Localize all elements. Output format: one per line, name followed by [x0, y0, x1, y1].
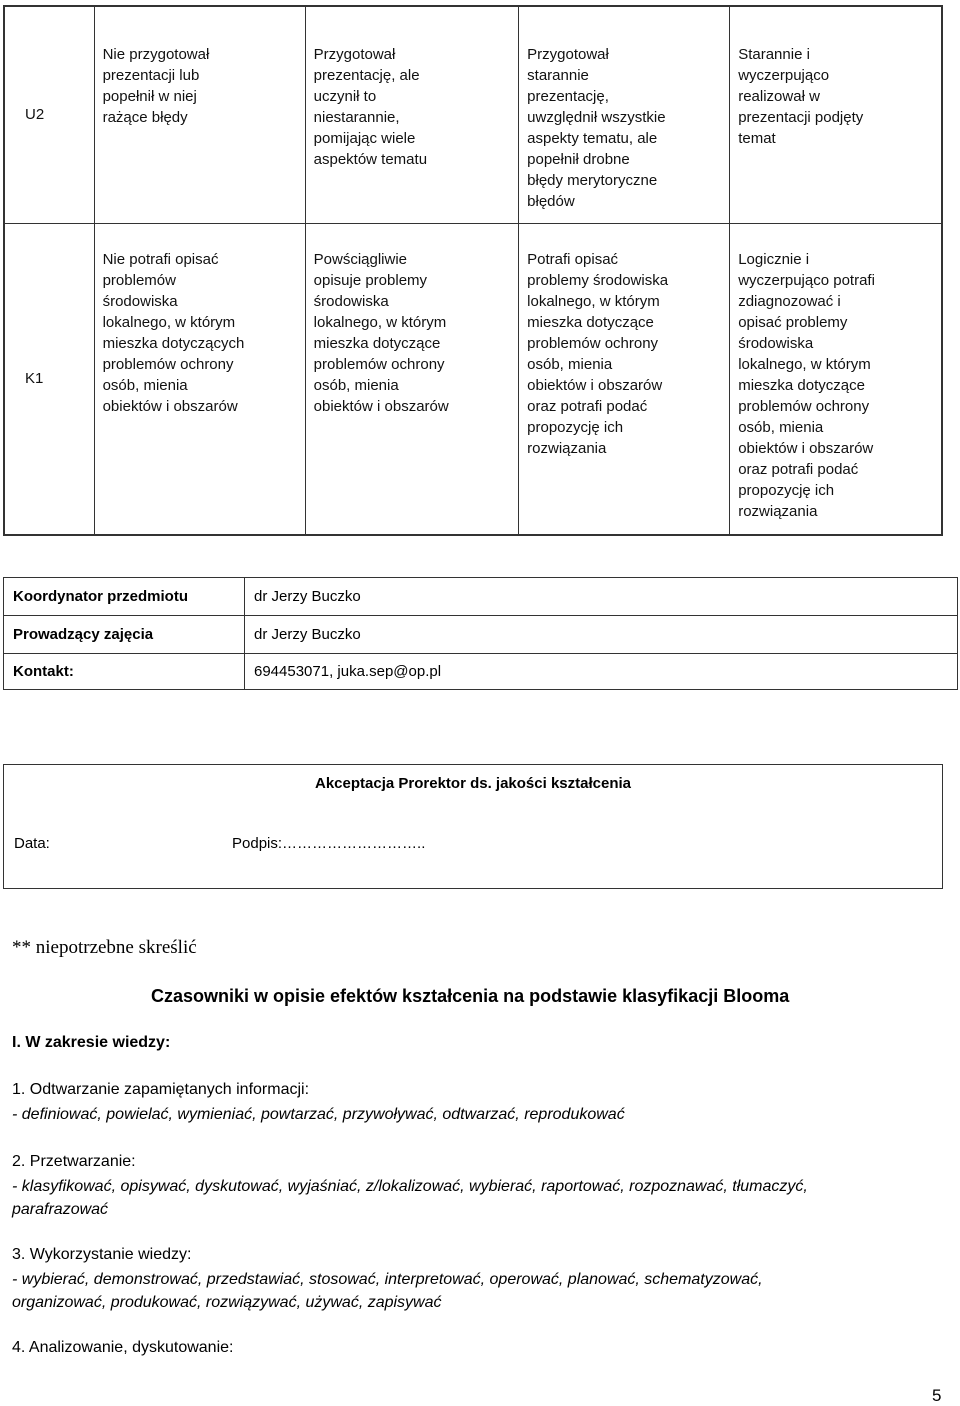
- contacts-table: [3, 577, 958, 690]
- acceptance-title: Akceptacja Prorektor ds. jakości kształcenia: [315, 775, 631, 792]
- rubric-table: [3, 5, 943, 536]
- rubric-line: wyczerpująco: [738, 67, 830, 84]
- rubric-line: obiektów i obszarów: [102, 397, 238, 415]
- rubric-line: prezentację,: [527, 88, 609, 105]
- contact-label: Kontakt:: [4, 654, 245, 690]
- rubric-line: realizował w: [738, 88, 820, 105]
- item-verbs-line: - wybierać, demonstrować, przedstawiać, stosować, interpretować, operować, planować, schematyzować,: [12, 1271, 763, 1288]
- rubric-line: Przygotował: [527, 46, 609, 63]
- rubric-line: rozwiązania: [738, 502, 818, 520]
- rubric-line: osób, mienia: [527, 355, 613, 373]
- item-verbs: [12, 1175, 912, 1221]
- rubric-line: prezentację, ale: [313, 67, 420, 84]
- rubric-line: środowiska: [738, 334, 814, 352]
- acceptance-date-label: Data:: [14, 835, 50, 852]
- rubric-line: aspekty tematu, ale: [527, 130, 658, 147]
- acceptance-box: [3, 764, 943, 889]
- rubric-line: problemów ochrony: [313, 355, 445, 373]
- item-verbs-line: - definiować, powielać, wymieniać, powtarzać, przywoływać, odtwarzać, reprodukować: [12, 1106, 625, 1123]
- rubric-cell: [519, 6, 730, 223]
- rubric-line: problemów ochrony: [527, 334, 659, 352]
- item-heading: 2. Przetwarzanie:: [12, 1153, 136, 1170]
- rubric-line: Logicznie i: [738, 250, 810, 268]
- rubric-cell: [730, 6, 942, 223]
- rubric-line: Przygotował: [313, 46, 396, 63]
- rubric-line: rażące błędy: [102, 109, 188, 126]
- rubric-line: wyczerpująco potrafi: [738, 271, 875, 289]
- rubric-line: obiektów i obszarów: [738, 439, 874, 457]
- verbs-title: Czasowniki w opisie efektów kształcenia na podstawie klasyfikacji Blooma: [151, 986, 790, 1006]
- rubric-cell: [519, 223, 730, 535]
- item-verbs-line: organizować, produkować, rozwiązywać, używać, zapisywać: [12, 1294, 442, 1311]
- contact-row: [4, 654, 958, 690]
- rubric-line: opisuje problemy: [313, 271, 428, 289]
- rubric-line: Nie przygotował: [102, 46, 210, 63]
- item-heading: 4. Analizowanie, dyskutowanie:: [12, 1339, 234, 1356]
- rubric-line: Starannie i: [738, 46, 810, 63]
- rubric-line: Nie potrafi opisać: [102, 250, 219, 268]
- rubric-cell: [305, 6, 519, 223]
- rubric-line: osób, mienia: [313, 376, 399, 394]
- section-heading: I. W zakresie wiedzy:: [12, 1034, 171, 1051]
- rubric-cell: [94, 6, 305, 223]
- rubric-line: uczynił to: [313, 88, 377, 105]
- rubric-line: oraz potrafi podać: [738, 460, 859, 478]
- coordinator-row: [4, 578, 958, 616]
- rubric-line: oraz potrafi podać: [527, 397, 648, 415]
- rubric-line: mieszka dotyczące: [738, 376, 865, 394]
- rubric-line: błędów: [527, 193, 575, 210]
- coordinator-label: Koordynator przedmiotu: [4, 578, 245, 616]
- rubric-line: osób, mienia: [738, 418, 824, 436]
- rubric-line: lokalnego, w którym: [102, 313, 236, 331]
- rubric-line: propozycję ich: [527, 418, 624, 436]
- rubric-line: prezentacji podjęty: [738, 109, 864, 126]
- rubric-line: mieszka dotyczące: [313, 334, 441, 352]
- rubric-line: aspektów tematu: [313, 151, 428, 168]
- rubric-code: U2: [4, 6, 94, 223]
- rubric-line: osób, mienia: [102, 376, 188, 394]
- item-heading: 1. Odtwarzanie zapamiętanych informacji:: [12, 1081, 310, 1098]
- rubric-cell: [94, 223, 305, 535]
- rubric-cell: [305, 223, 519, 535]
- rubric-line: mieszka dotyczących: [102, 334, 245, 352]
- rubric-line: środowiska: [313, 292, 389, 310]
- rubric-line: opisać problemy: [738, 313, 848, 331]
- coordinator-value: dr Jerzy Buczko: [245, 578, 958, 616]
- rubric-line: obiektów i obszarów: [313, 397, 449, 415]
- rubric-line: problemów ochrony: [738, 397, 870, 415]
- lecturer-label: Prowadzący zajęcia: [4, 616, 245, 654]
- rubric-line: lokalnego, w którym: [738, 355, 871, 373]
- rubric-line: lokalnego, w którym: [313, 313, 447, 331]
- rubric-line: lokalnego, w którym: [527, 292, 660, 310]
- rubric-line: błędy merytoryczne: [527, 172, 658, 189]
- rubric-line: środowiska: [102, 292, 178, 310]
- rubric-cell: [730, 223, 942, 535]
- item-verbs: [12, 1268, 912, 1314]
- rubric-line: pomijając wiele: [313, 130, 416, 147]
- rubric-line: propozycję ich: [738, 481, 835, 499]
- rubric-line: niestarannie,: [313, 109, 400, 126]
- rubric-line: problemy środowiska: [527, 271, 669, 289]
- contact-value: 694453071, juka.sep@op.pl: [245, 654, 958, 690]
- rubric-line: popełnił w niej: [102, 88, 197, 105]
- item-heading: 3. Wykorzystanie wiedzy:: [12, 1246, 192, 1263]
- page-number: 5: [932, 1386, 942, 1405]
- rubric-line: uwzględnił wszystkie: [527, 109, 666, 126]
- rubric-line: Potrafi opisać: [527, 250, 619, 268]
- rubric-row-u2: [4, 6, 942, 223]
- item-verbs-line: parafrazować: [12, 1201, 109, 1218]
- rubric-row-k1: [4, 223, 942, 535]
- rubric-line: zdiagnozować i: [738, 292, 841, 310]
- rubric-line: Powściągliwie: [313, 250, 408, 268]
- acceptance-signature-label: Podpis:………………………..: [232, 835, 426, 852]
- rubric-line: mieszka dotyczące: [527, 313, 654, 331]
- lecturer-value: dr Jerzy Buczko: [245, 616, 958, 654]
- item-verbs: [12, 1103, 912, 1126]
- lecturer-row: [4, 616, 958, 654]
- rubric-line: problemów: [102, 271, 176, 289]
- rubric-line: popełnił drobne: [527, 151, 630, 168]
- rubric-line: prezentacji lub: [102, 67, 200, 84]
- rubric-code: K1: [4, 223, 94, 535]
- rubric-line: obiektów i obszarów: [527, 376, 663, 394]
- rubric-line: temat: [738, 130, 776, 147]
- rubric-line: starannie: [527, 67, 589, 84]
- footnote: ** niepotrzebne skreślić: [12, 937, 197, 958]
- item-verbs-line: - klasyfikować, opisywać, dyskutować, wyjaśniać, z/lokalizować, wybierać, raportować, rozpoznawać, tłumaczyć,: [12, 1178, 808, 1195]
- rubric-line: rozwiązania: [527, 439, 607, 457]
- rubric-line: problemów ochrony: [102, 355, 234, 373]
